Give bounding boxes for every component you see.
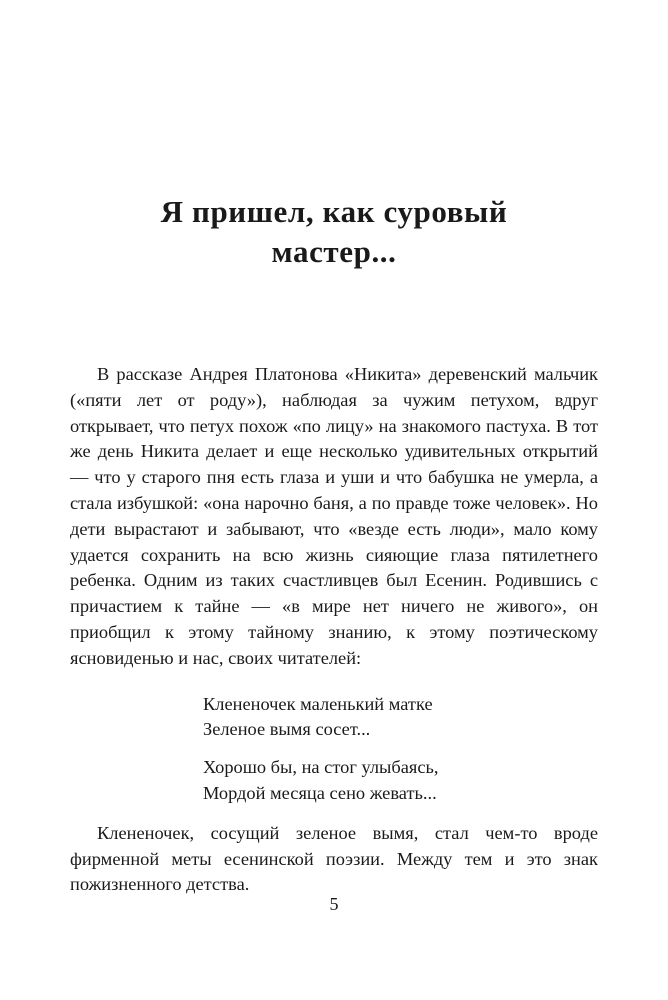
paragraph-1: В рассказе Андрея Платонова «Никита» деревенский мальчик («пяти лет от роду»), наблюдая за чужим петухом, вдруг открывает, что петух похож «по лицу» на знакомого пастуха. В тот же день Никита делает и еще несколько удивительных открытий — что у старого пня есть глаза и уши и что бабушка не умерла, а стала избушкой: «она нарочно баня, а по правде тоже человек». Но дети вырастают и забывают, что «везде есть люди», мало кому удается сохранить на всю жизнь сияющие глаза пятилетнего ребенка. Одним из таких счастливцев был Есенин. Родившись с причастием к тайне — «в мире нет ничего не живого», он приобщил к этому тайному знанию, к этому поэтическому ясновиденью и нас, своих читателей: [70,364,598,668]
poem-stanza-2 [203,755,598,807]
chapter-title-line-1: Я пришел, как суровый [160,194,508,229]
page-number: 5 [329,894,339,914]
poem-line: Хорошо бы, на стог улыбаясь, [203,757,439,778]
body-text [70,362,598,898]
chapter-title [0,192,668,272]
poem-line: Зеленое вымя сосет... [203,719,371,740]
poem-line: Клененочек маленький матке [203,693,433,714]
paragraph-2: Клененочек, сосущий зеленое вымя, стал чем-то вроде фирменной меты есенинской поэзии. Между тем и это знак пожизненного детства. [70,822,598,895]
poem-quote [203,692,598,807]
chapter-title-line-2: мастер... [271,234,397,269]
poem-line: Мордой месяца сено жевать... [203,782,437,803]
poem-stanza-1 [203,692,598,744]
